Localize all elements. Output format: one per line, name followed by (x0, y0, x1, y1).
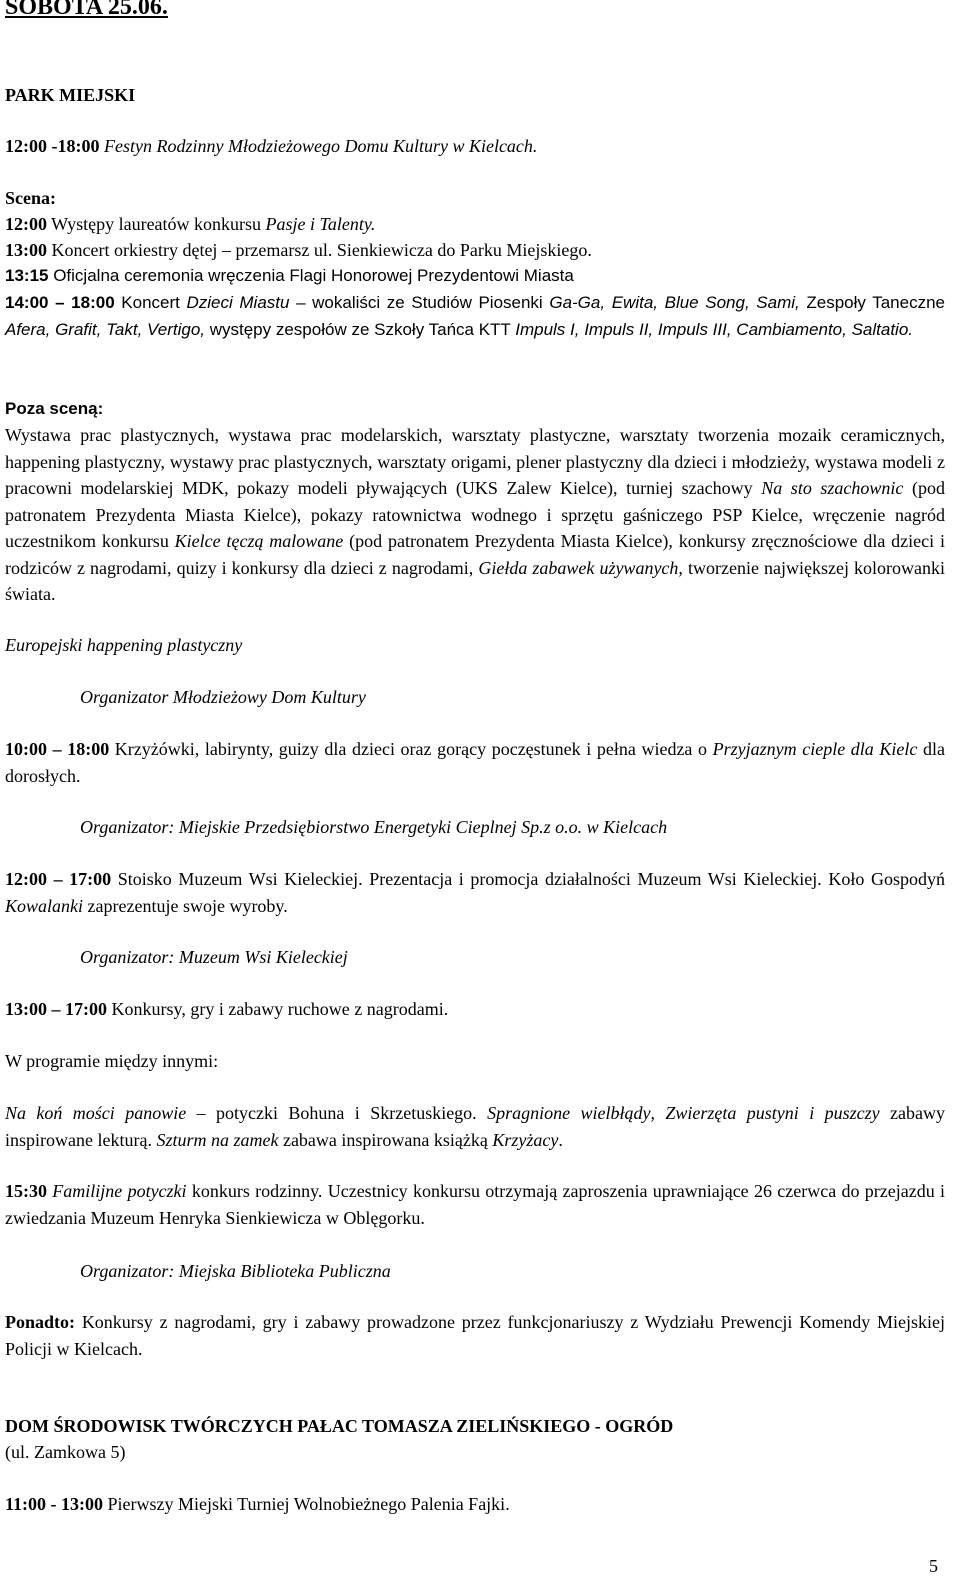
organizer-3: Organizator: Muzeum Wsi Kieleckiej (80, 947, 348, 967)
scena-line-1: 12:00 Występy laureatów konkursu Pasje i Talenty. (5, 214, 376, 234)
section-heading-dom: DOM ŚRODOWISK TWÓRCZYCH PAŁAC TOMASZA ZIELIŃSKIEGO - OGRÓD (5, 1416, 674, 1436)
program-label: W programie między innymi: (5, 1051, 219, 1071)
turniej-line: 11:00 - 13:00 Pierwszy Miejski Turniej Wolnobieżnego Palenia Fajki. (5, 1494, 510, 1514)
page-number: 5 (929, 1556, 938, 1576)
organizer-1: Organizator Młodzieżowy Dom Kultury (80, 687, 366, 707)
program-paragraph: Na koń mości panowie – potyczki Bohuna i Skrzetuskiego. Spragnione wielbłądy, Zwierzęta pustyni i puszczy zabawy inspirowane lekturą. Szturm na zamek zabawa inspirowana książką Krzyżacy. (5, 1103, 945, 1150)
konkursy-line: 13:00 – 17:00 Konkursy, gry i zabawy ruchowe z nagrodami. (5, 999, 449, 1019)
page-title: SOBOTA 25.06. (5, 0, 168, 20)
stoisko-paragraph: 12:00 – 17:00 Stoisko Muzeum Wsi Kieleckiej. Prezentacja i promocja działalności Muzeum Wsi Kieleckiej. Koło Gospodyń Kowalanki zaprezentuje swoje wyroby. (5, 869, 945, 916)
dom-address: (ul. Zamkowa 5) (5, 1442, 126, 1462)
time: 12:00 -18:00 (5, 136, 100, 156)
organizer-2: Organizator: Miejskie Przedsiębiorstwo Energetyki Cieplnej Sp.z o.o. w Kielcach (80, 817, 668, 837)
koncert-paragraph: 14:00 – 18:00 Koncert Dzieci Miastu – wokaliści ze Studiów Piosenki Ga-Ga, Ewita, Blue Song, Sami, Zespoły Taneczne Afera, Grafit, Takt, Vertigo, występy zespołów ze Szkoły Tańca KTT Impuls I, Impuls II, Impuls III, Cambiamento, Saltatio. (5, 293, 945, 339)
festyn-line (5, 133, 945, 160)
ponadto-paragraph: Ponadto: Konkursy z nagrodami, gry i zabawy prowadzone przez funkcjonariuszy z Wydziału Prewencji Komendy Miejskiej Policji w Kielcach. (5, 1312, 945, 1359)
potyczki-paragraph: 15:30 Familijne potyczki konkurs rodzinny. Uczestnicy konkursu otrzymają zaproszenia uprawniające 26 czerwca do przejazdu i zwiedzania Muzeum Henryka Sienkiewicza w Oblęgorku. (5, 1181, 945, 1228)
poza-label: Poza sceną: (5, 399, 104, 418)
scena-line-2: 13:00 Koncert orkiestry dętej – przemarsz ul. Sienkiewicza do Parku Miejskiego. (5, 240, 592, 260)
krzyzowki-paragraph: 10:00 – 18:00 Krzyżówki, labirynty, guizy dla dzieci oraz gorący poczęstunek i pełna wiedza o Przyjaznym cieple dla Kielc dla dorosłych. (5, 739, 945, 786)
section-heading-park: PARK MIEJSKI (5, 85, 136, 105)
festyn-text: Festyn Rodzinny Młodzieżowego Domu Kultury w Kielcach. (103, 136, 538, 156)
organizer-4: Organizator: Miejska Biblioteka Publiczna (80, 1261, 391, 1281)
europejski-happening: Europejski happening plastyczny (5, 635, 243, 655)
poza-paragraph: Wystawa prac plastycznych, wystawa prac modelarskich, warsztaty plastyczne, warsztaty tworzenia mozaik ceramicznych, happening plastyczny, wystawy prac plastycznych, warsztaty origami, plener plastyczny dla dzieci i młodzieży, wystawa modeli z pracowni modelarskiej MDK, pokazy modeli pływających (UKS Zalew Kielce), turniej szachowy Na sto szachownic (pod patronatem Prezydenta Miasta Kielce), pokazy ratownictwa wodnego i sprzętu gaśniczego PSP Kielce, wręczenie nagród uczestnikom konkursu Kielce tęczą malowane (pod patronatem Prezydenta Miasta Kielce), konkursy zręcznościowe dla dzieci i rodziców z nagrodami, quizy i konkursy dla dzieci z nagrodami, Giełda zabawek używanych, tworzenie największej kolorowanki świata. (5, 425, 945, 604)
scena-label: Scena: (5, 188, 56, 208)
scena-line-3: 13:15 Oficjalna ceremonia wręczenia Flagi Honorowej Prezydentowi Miasta (5, 266, 574, 285)
